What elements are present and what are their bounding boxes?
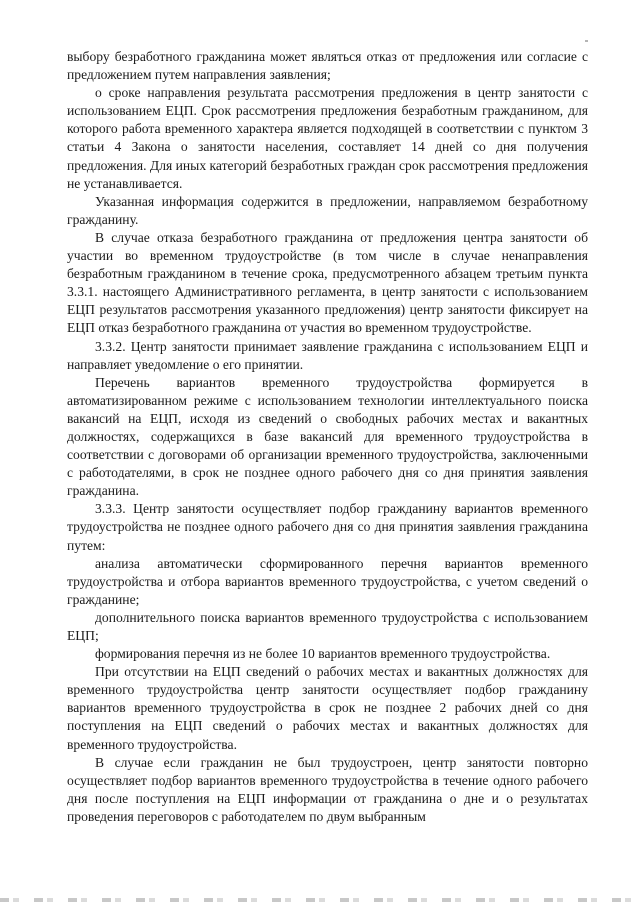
list-item-additional-search: дополнительного поиска вариантов временного трудоустройства с использованием ЕЦП; xyxy=(67,609,588,643)
paragraph-review-deadline: о сроке направления результата рассмотрения предложения в центр занятости с использованием ЕЦП. Срок рассмотрения предложения безработным гражданином, для которого работа временного характера является подходящей в соответствии с пунктом 3 статьи 4 Закона о занятости населения, составляет 14 дней со дня получения предложения. Для иных категорий безработных граждан срок рассмотрения предложения не устанавливается. xyxy=(67,85,589,191)
paragraph-response-options: выбору безработного гражданина может являться отказ от предложения или согласие с предложением путем направления заявления; xyxy=(67,49,588,83)
list-item-analysis: анализа автоматически сформированного перечня вариантов временного трудоустройства и отбора вариантов временного трудоустройства, с учетом сведений о гражданине; xyxy=(67,555,588,607)
scan-bottom-edge xyxy=(0,898,640,902)
paragraph-clause-3-3-2: 3.3.2. Центр занятости принимает заявление гражданина с использованием ЕЦП и направляет уведомление о его принятии. xyxy=(67,338,588,372)
paragraph-info-location: Указанная информация содержится в предложении, направляемом безработному гражданину. xyxy=(67,193,588,227)
paragraph-vacancy-list: Перечень вариантов временного трудоустройства формируется в автоматизированном режиме с использованием технологии интеллектуального поиска вакансий на ЕЦП, исходя из сведений о свободных рабочих местах и вакантных должностях, содержащихся в базе вакансий для временного трудоустройства в соответствии с договорами об организации временного трудоустройства, заключенными с работодателями, в срок не позднее одного рабочего дня со дня принятия заявления гражданина. xyxy=(67,374,588,499)
paragraph-refusal: В случае отказа безработного гражданина от предложения центра занятости об участии во временном трудоустройстве (в том числе в случае ненаправления безработным гражданином в течение срока, предусмотренного абзацем третьим пункта 3.3.1. настоящего Административного регламента, в центр занятости с использованием ЕЦП результатов рассмотрения указанного предложения) центр занятости фиксирует на ЕЦП отказ безработного гражданина от участия во временном трудоустройстве. xyxy=(67,229,588,336)
list-item-forming-list: формирования перечня из не более 10 вариантов временного трудоустройства. xyxy=(95,646,551,662)
paragraph-no-vacancies: При отсутствии на ЕЦП сведений о рабочих местах и вакантных должностях для временного трудоустройства центр занятости осуществляет подбор гражданину вариантов временного трудоустройства в срок не позднее 2 рабочих дней со дня поступления на ЕЦП сведений о рабочих местах и вакантных должностях для временного трудоустройства. xyxy=(67,664,588,752)
paragraph-clause-3-3-3: 3.3.3. Центр занятости осуществляет подбор гражданину вариантов временного трудоустройства не позднее одного рабочего дня со дня принятия заявления гражданина путем: xyxy=(67,501,588,553)
paragraph-repeat-selection: В случае если гражданин не был трудоустроен, центр занятости повторно осуществляет подбор вариантов временного трудоустройства в течение одного рабочего дня после поступления на ЕЦП информации от гражданина о дне и о результатах проведения переговоров с работодателем по двум выбранным xyxy=(67,754,588,824)
scan-speck xyxy=(585,40,588,42)
document-page xyxy=(67,48,588,826)
